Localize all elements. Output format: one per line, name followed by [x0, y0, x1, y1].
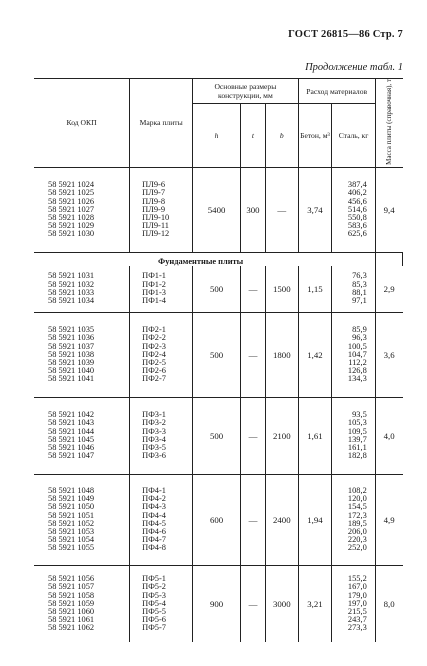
mass-cell: 9,4 — [375, 167, 402, 252]
codes-cell: 58 5921 1035 58 5921 1036 58 5921 1037 58 5921 1038 58 5921 1039 58 5921 1040 58 5921 1041 — [34, 312, 130, 397]
page-header: ГОСТ 26815—86 Стр. 7 — [288, 29, 403, 40]
concrete-cell: 3,74 — [298, 167, 332, 252]
col-h-header: h — [193, 104, 241, 168]
data-table — [34, 78, 403, 642]
marks-cell: ПФ4-1 ПФ4-2 ПФ4-3 ПФ4-4 ПФ4-5 ПФ4-6 ПФ4-7 ПФ4-8 — [130, 474, 193, 565]
table-row-group — [34, 565, 403, 642]
b-cell: 2400 — [265, 474, 298, 565]
h-cell: 500 — [193, 312, 241, 397]
marks-cell: ПЛ9-6 ПЛ9-7 ПЛ9-8 ПЛ9-9 ПЛ9-10 ПЛ9-11 ПЛ9-12 — [130, 167, 193, 252]
t-cell: — — [240, 474, 265, 565]
h-cell: 5400 — [193, 167, 241, 252]
h-cell: 600 — [193, 474, 241, 565]
b-cell: 3000 — [265, 565, 298, 642]
marks-cell: ПФ3-1 ПФ3-2 ПФ3-3 ПФ3-4 ПФ3-5 ПФ3-6 — [130, 397, 193, 474]
steel-cell: 155,2 167,0 179,0 197,0 215,5 243,7 273,3 — [332, 565, 375, 642]
steel-cell: 85,9 96,3 100,5 104,7 112,2 126,8 134,3 — [332, 312, 375, 397]
mass-cell: 4,9 — [375, 474, 402, 565]
codes-cell: 58 5921 1031 58 5921 1032 58 5921 1033 58 5921 1034 — [34, 266, 130, 313]
col-b-header: b — [265, 104, 298, 168]
table-row-group — [34, 167, 403, 252]
concrete-cell: 1,42 — [298, 312, 332, 397]
marks-cell: ПФ1-1 ПФ1-2 ПФ1-3 ПФ1-4 — [130, 266, 193, 313]
b-cell: — — [265, 167, 298, 252]
codes-cell: 58 5921 1024 58 5921 1025 58 5921 1026 58 5921 1027 58 5921 1028 58 5921 1029 58 5921 1030 — [34, 167, 130, 252]
table-row-group — [34, 397, 403, 474]
concrete-cell: 1,61 — [298, 397, 332, 474]
table-row-group — [34, 266, 403, 313]
b-cell: 2100 — [265, 397, 298, 474]
mass-cell: 4,0 — [375, 397, 402, 474]
concrete-cell: 1,94 — [298, 474, 332, 565]
col-code-header: Код ОКП — [34, 79, 130, 168]
b-cell: 1800 — [265, 312, 298, 397]
col-t-header: t — [240, 104, 265, 168]
codes-cell: 58 5921 1048 58 5921 1049 58 5921 1050 58 5921 1051 58 5921 1052 58 5921 1053 58 5921 1054 58 5921 1055 — [34, 474, 130, 565]
col-dims-group-header: Основные размеры конструкции, мм — [193, 79, 298, 104]
table-row-group — [34, 474, 403, 565]
codes-cell: 58 5921 1042 58 5921 1043 58 5921 1044 58 5921 1045 58 5921 1046 58 5921 1047 — [34, 397, 130, 474]
b-cell: 1500 — [265, 266, 298, 313]
section-mass-spacer — [375, 252, 402, 266]
h-cell: 500 — [193, 266, 241, 313]
col-concrete-header: Бетон, м³ — [298, 104, 332, 168]
marks-cell: ПФ2-1 ПФ2-2 ПФ2-3 ПФ2-4 ПФ2-5 ПФ2-6 ПФ2-7 — [130, 312, 193, 397]
steel-cell: 93,5 105,3 109,5 139,7 161,1 182,8 — [332, 397, 375, 474]
section-row — [34, 252, 403, 266]
t-cell: — — [240, 312, 265, 397]
col-mark-header: Марка плиты — [130, 79, 193, 168]
col-material-group-header: Расход материалов — [298, 79, 375, 104]
t-cell: — — [240, 266, 265, 313]
marks-cell: ПФ5-1 ПФ5-2 ПФ5-3 ПФ5-4 ПФ5-5 ПФ5-6 ПФ5-7 — [130, 565, 193, 642]
steel-cell: 76,3 85,3 88,1 97,1 — [332, 266, 375, 313]
codes-cell: 58 5921 1056 58 5921 1057 58 5921 1058 58 5921 1059 58 5921 1060 58 5921 1061 58 5921 1062 — [34, 565, 130, 642]
h-cell: 500 — [193, 397, 241, 474]
mass-cell: 8,0 — [375, 565, 402, 642]
h-cell: 900 — [193, 565, 241, 642]
mass-cell: 2,9 — [375, 266, 402, 313]
t-cell: — — [240, 565, 265, 642]
t-cell: 300 — [240, 167, 265, 252]
t-cell: — — [240, 397, 265, 474]
col-steel-header: Сталь, кг — [332, 104, 375, 168]
steel-cell: 387,4 406,2 456,6 514,6 550,8 583,6 625,6 — [332, 167, 375, 252]
section-title: Фундаментные плиты — [158, 256, 244, 266]
concrete-cell: 3,21 — [298, 565, 332, 642]
table-row-group — [34, 312, 403, 397]
concrete-cell: 1,15 — [298, 266, 332, 313]
table-continuation-label: Продолжение табл. 1 — [305, 62, 403, 73]
mass-cell: 3,6 — [375, 312, 402, 397]
col-mass-header: Масса плиты (справочная), т — [375, 79, 402, 168]
steel-cell: 108,2 120,0 154,5 172,3 189,5 206,0 220,3 252,0 — [332, 474, 375, 565]
